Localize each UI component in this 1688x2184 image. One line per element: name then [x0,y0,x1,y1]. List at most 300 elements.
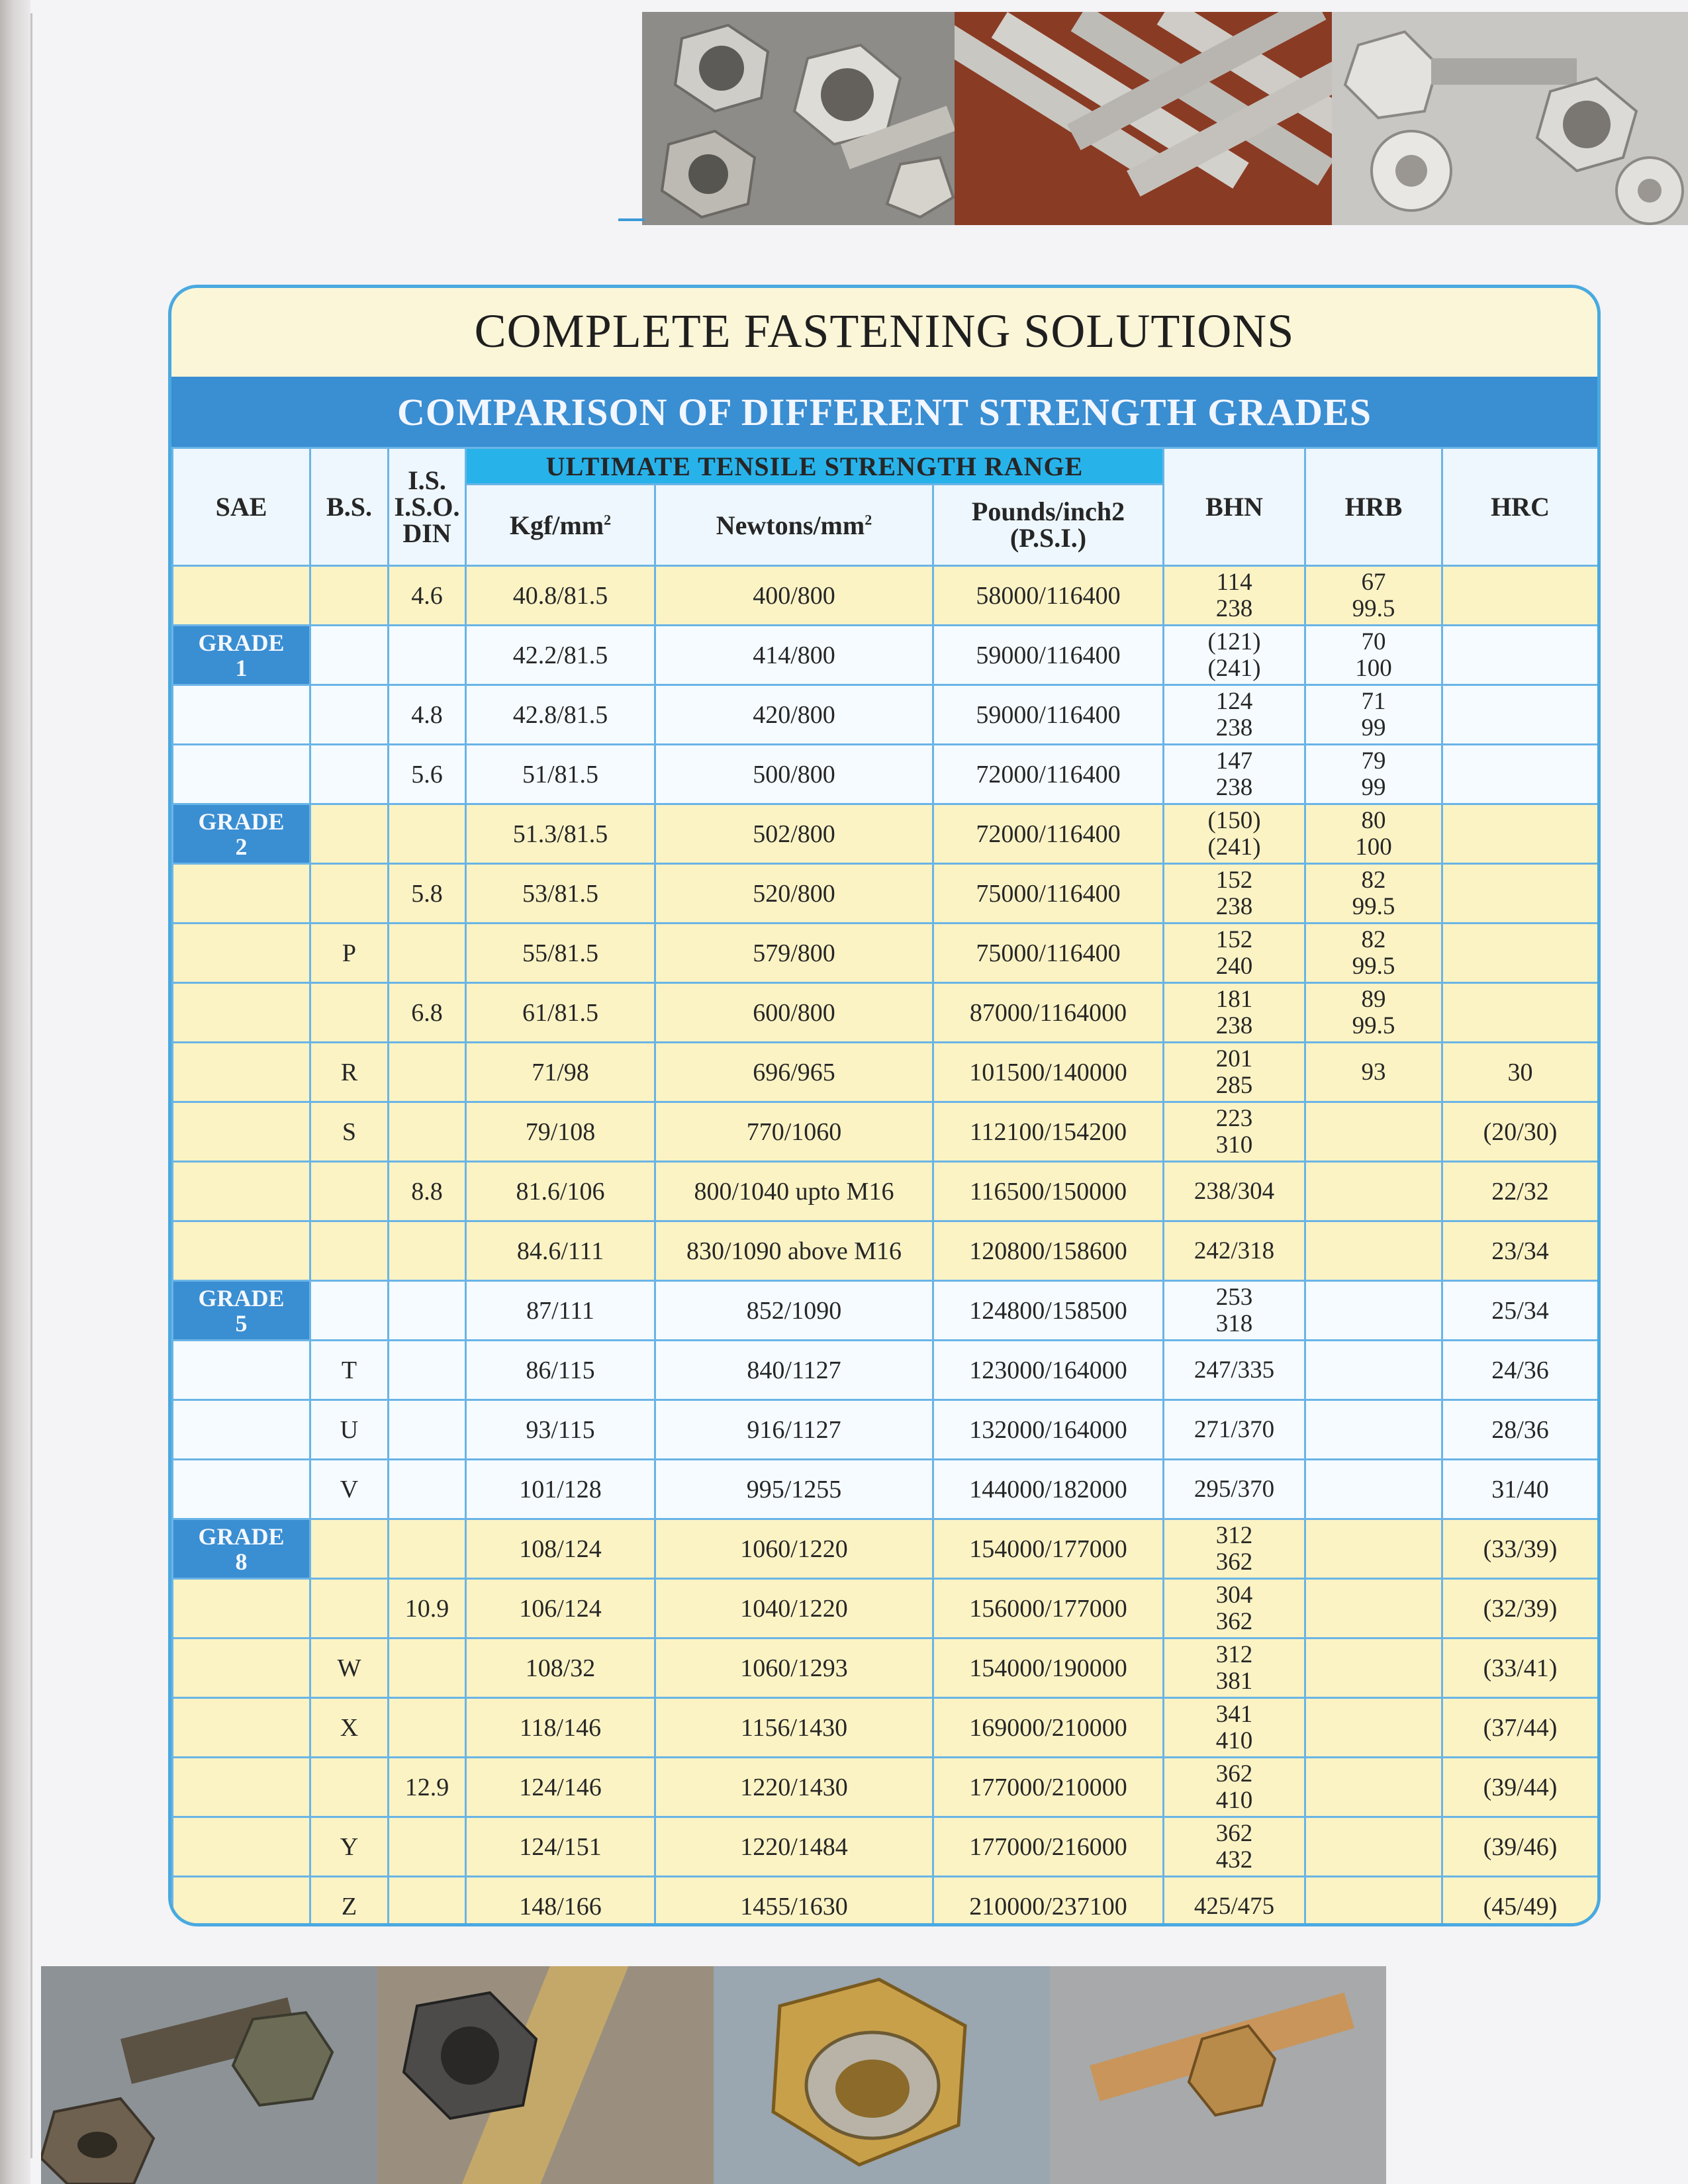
hrb-cell-value: 99 [1361,714,1386,741]
sae-grade-badge: GRADE 8 [173,1520,309,1578]
newtons-cell: 420/800 [655,685,933,745]
pounds-header [933,485,1164,566]
hrc-cell: 30 [1442,1043,1599,1102]
kgf-header [466,485,655,566]
kgf-cell: 55/81.5 [466,924,655,983]
bhn-cell-value: (241) [1207,654,1261,682]
bhn-cell-values [1164,748,1304,801]
bhn-cell-value: 362 [1215,1548,1253,1576]
table-row [173,745,1599,804]
hrb-cell-value: 89 [1361,985,1386,1013]
bhn-cell [1164,1341,1305,1400]
bhn-cell-value: 304 [1215,1581,1253,1609]
bs-cell [310,1579,389,1638]
is-iso-din-cell: 4.8 [389,685,466,745]
sae-cell [173,1638,310,1698]
table-row [173,1341,1599,1400]
hrc-header: HRC [1442,448,1599,566]
kgf-cell: 42.2/81.5 [466,626,655,685]
hrc-cell: (45/49) [1442,1877,1599,1927]
bhn-cell-value: 362 [1215,1819,1253,1847]
is-iso-din-cell: 5.6 [389,745,466,804]
table-row [173,1281,1599,1341]
hrb-cell-values [1306,808,1441,861]
table-row [173,1817,1599,1877]
din-header-line: DIN [402,518,451,548]
hrb-cell-value: 99.5 [1352,892,1395,920]
newtons-cell: 1220/1484 [655,1817,933,1877]
psi-cell: 177000/216000 [933,1817,1164,1877]
bhn-cell-value: 432 [1215,1846,1253,1874]
is-iso-din-cell [389,1817,466,1877]
bs-cell: X [310,1698,389,1758]
newtons-cell: 1060/1220 [655,1519,933,1579]
psi-cell: 59000/116400 [933,626,1164,685]
bs-cell: S [310,1102,389,1162]
bhn-cell-value: 362 [1215,1760,1253,1787]
newtons-cell: 400/800 [655,566,933,626]
bhn-cell [1164,1400,1305,1460]
hrb-cell [1305,1400,1442,1460]
psi-cell: 116500/150000 [933,1162,1164,1221]
bs-cell [310,983,389,1043]
bhn-cell-value: 247/335 [1194,1356,1275,1384]
page-binding-edge [0,0,30,2184]
hrb-cell-values [1306,748,1441,801]
table-row [173,924,1599,983]
bhn-cell-value: 242/318 [1194,1237,1275,1264]
bhn-cell-values [1164,1523,1304,1576]
bhn-cell [1164,1758,1305,1817]
bhn-cell-value: 181 [1215,985,1253,1013]
is-iso-din-cell: 5.8 [389,864,466,924]
bhn-cell [1164,1281,1305,1341]
bs-cell [310,566,389,626]
bhn-cell-values [1164,1821,1304,1874]
bhn-cell-value: 362 [1215,1607,1253,1635]
bhn-cell-value: 238 [1215,773,1253,801]
bhn-cell-values [1164,1417,1304,1443]
strength-grades-table [171,447,1599,1926]
bhn-cell-values [1164,1582,1304,1635]
hex-nut-on-bolt-photo [377,1966,714,2184]
is-iso-din-cell [389,1877,466,1927]
bhn-cell-values [1164,1046,1304,1099]
newtons-cell: 1156/1430 [655,1698,933,1758]
hrb-cell [1305,924,1442,983]
hrb-cell-values [1306,867,1441,920]
bhn-header: BHN [1164,448,1305,566]
hrb-cell [1305,1043,1442,1102]
psi-cell: 101500/140000 [933,1043,1164,1102]
is-iso-din-cell: 12.9 [389,1758,466,1817]
kgf-cell: 61/81.5 [466,983,655,1043]
hrb-cell [1305,1519,1442,1579]
table-row [173,804,1599,864]
newtons-header [655,485,933,566]
bhn-cell-values [1164,1476,1304,1503]
grade-rows [173,566,1599,1927]
hrb-cell [1305,1102,1442,1162]
bhn-cell [1164,1162,1305,1221]
binding-line [30,13,32,2158]
bhn-cell-value: 238 [1215,892,1253,920]
kgf-cell: 87/111 [466,1281,655,1341]
table-row [173,1102,1599,1162]
bhn-cell-values [1164,1284,1304,1337]
psi-cell: 87000/1164000 [933,983,1164,1043]
hrc-cell: (39/46) [1442,1817,1599,1877]
hrc-cell: (33/41) [1442,1638,1599,1698]
hrb-cell-values [1306,927,1441,980]
hrb-cell [1305,804,1442,864]
newtons-superscript: 2 [865,511,872,528]
newtons-cell: 579/800 [655,924,933,983]
bhn-cell-values [1164,1106,1304,1159]
table-row [173,1698,1599,1758]
bhn-cell [1164,1221,1305,1281]
psi-cell: 123000/164000 [933,1341,1164,1400]
hrc-cell [1442,924,1599,983]
psi-cell: 154000/177000 [933,1519,1164,1579]
hrb-cell [1305,864,1442,924]
is-iso-din-cell [389,1281,466,1341]
psi-cell: 144000/182000 [933,1460,1164,1519]
is-iso-din-header [389,448,466,566]
bs-cell: Z [310,1877,389,1927]
bhn-cell-values [1164,569,1304,622]
bs-cell [310,1162,389,1221]
bs-cell: U [310,1400,389,1460]
table-row [173,1758,1599,1817]
hrc-cell: (37/44) [1442,1698,1599,1758]
bhn-cell [1164,983,1305,1043]
hrb-cell [1305,745,1442,804]
bhn-cell-values [1164,629,1304,682]
hrc-cell [1442,864,1599,924]
table-row [173,1221,1599,1281]
bhn-cell-value: 238 [1215,714,1253,741]
hrb-cell-values [1306,1059,1441,1086]
psi-cell: 58000/116400 [933,566,1164,626]
sae-cell [173,1043,310,1102]
table-row [173,1877,1599,1927]
bhn-cell-value: 318 [1215,1309,1253,1337]
hrb-cell [1305,566,1442,626]
hrc-cell: 23/34 [1442,1221,1599,1281]
newtons-cell: 414/800 [655,626,933,685]
bhn-cell [1164,1102,1305,1162]
bhn-cell [1164,1519,1305,1579]
hrb-cell [1305,685,1442,745]
newtons-cell: 800/1040 upto M16 [655,1162,933,1221]
is-iso-din-cell [389,804,466,864]
uts-range-header: ULTIMATE TENSILE STRENGTH RANGE [466,448,1164,485]
hrb-cell [1305,1579,1442,1638]
bs-cell [310,804,389,864]
kgf-cell: 148/166 [466,1877,655,1927]
hrc-cell [1442,983,1599,1043]
kgf-cell: 84.6/111 [466,1221,655,1281]
bhn-cell-values [1164,927,1304,980]
hrb-cell-value: 82 [1361,926,1386,953]
sae-cell [173,1221,310,1281]
sae-cell [173,626,310,685]
pounds-header-line: Pounds/inch2 [971,497,1125,526]
hrc-cell [1442,804,1599,864]
is-iso-din-cell [389,1638,466,1698]
is-iso-din-cell [389,1043,466,1102]
newtons-cell: 500/800 [655,745,933,804]
bhn-cell-values [1164,1893,1304,1920]
kgf-cell: 106/124 [466,1579,655,1638]
newtons-cell: 696/965 [655,1043,933,1102]
hrb-cell-value: 67 [1361,568,1386,596]
kgf-cell: 51/81.5 [466,745,655,804]
psi-cell: 132000/164000 [933,1400,1164,1460]
sae-grade-badge: GRADE 1 [173,626,309,684]
newtons-cell: 770/1060 [655,1102,933,1162]
kgf-cell: 86/115 [466,1341,655,1400]
is-iso-din-cell [389,1102,466,1162]
kgf-cell: 42.8/81.5 [466,685,655,745]
bhn-cell-value: 285 [1215,1071,1253,1099]
hrb-cell-values [1306,569,1441,622]
is-iso-din-cell: 8.8 [389,1162,466,1221]
bhn-cell [1164,1877,1305,1927]
table-row [173,1400,1599,1460]
hrc-cell [1442,685,1599,745]
bhn-cell [1164,1638,1305,1698]
is-iso-din-cell: 10.9 [389,1579,466,1638]
bhn-cell [1164,626,1305,685]
hrb-cell [1305,1638,1442,1698]
psi-cell: 75000/116400 [933,864,1164,924]
table-row [173,1460,1599,1519]
bs-cell [310,864,389,924]
kgf-cell: 53/81.5 [466,864,655,924]
hex-nuts-photo [642,12,955,225]
hrb-cell-values [1306,688,1441,741]
bhn-cell-value: 341 [1215,1700,1253,1728]
table-row [173,1638,1599,1698]
kgf-cell: 118/146 [466,1698,655,1758]
hrb-cell-value: 99.5 [1352,1012,1395,1039]
psi-cell: 72000/116400 [933,745,1164,804]
bs-cell [310,1519,389,1579]
bhn-cell-values [1164,688,1304,741]
psi-cell: 156000/177000 [933,1579,1164,1638]
hrb-cell-value: 100 [1355,833,1392,861]
bhn-cell-value: (241) [1207,833,1261,861]
newtons-cell: 1060/1293 [655,1638,933,1698]
is-iso-din-cell: 4.6 [389,566,466,626]
table-row [173,566,1599,626]
bhn-cell-value: 310 [1215,1131,1253,1159]
bs-cell: R [310,1043,389,1102]
bhn-cell-value: 152 [1215,866,1253,894]
threaded-rods-photo [955,12,1332,225]
threaded-stud-photo [1050,1966,1386,2184]
sae-cell [173,804,310,864]
psi-cell: 112100/154200 [933,1102,1164,1162]
kgf-cell: 124/146 [466,1758,655,1817]
sae-grade-badge: GRADE 5 [173,1282,309,1339]
psi-cell: 59000/116400 [933,685,1164,745]
bhn-cell [1164,1817,1305,1877]
bhn-cell-values [1164,1701,1304,1754]
hrc-cell [1442,626,1599,685]
hrb-cell-value: 71 [1361,687,1386,715]
hrb-cell-values [1306,986,1441,1039]
is-iso-din-cell [389,1519,466,1579]
table-row [173,626,1599,685]
bs-cell [310,745,389,804]
sae-cell [173,1460,310,1519]
psi-cell: 120800/158600 [933,1221,1164,1281]
newtons-cell: 1220/1430 [655,1758,933,1817]
bhn-cell-values [1164,1642,1304,1695]
bhn-cell-value: 238 [1215,594,1253,622]
bhn-cell-value: (150) [1207,806,1261,834]
hrb-cell [1305,626,1442,685]
newtons-cell: 995/1255 [655,1460,933,1519]
bhn-cell-value: 253 [1215,1283,1253,1311]
hrb-cell [1305,983,1442,1043]
bhn-cell-values [1164,1357,1304,1384]
table-row [173,1579,1599,1638]
bhn-cell-value: 238/304 [1194,1177,1275,1205]
table-row [173,864,1599,924]
is-iso-din-cell [389,1460,466,1519]
sae-header: SAE [173,448,310,566]
table-row [173,1519,1599,1579]
bhn-cell-value: 201 [1215,1045,1253,1072]
bhn-cell [1164,1698,1305,1758]
bhn-cell-values [1164,1178,1304,1205]
is-header-line: I.S. [408,465,446,495]
hrb-cell-value: 100 [1355,654,1392,682]
bhn-cell-value: 425/475 [1194,1892,1275,1920]
bhn-cell [1164,1043,1305,1102]
table-title-band: COMPARISON OF DIFFERENT STRENGTH GRADES [171,377,1597,447]
page-title: COMPLETE FASTENING SOLUTIONS [474,304,1295,357]
sae-cell [173,685,310,745]
bs-cell [310,1221,389,1281]
kgf-cell: 81.6/106 [466,1162,655,1221]
is-iso-din-cell [389,1221,466,1281]
bhn-cell-value: 312 [1215,1640,1253,1668]
is-iso-din-cell [389,626,466,685]
bs-header: B.S. [310,448,389,566]
is-iso-din-cell: 6.8 [389,983,466,1043]
bhn-cell-value: 152 [1215,926,1253,953]
bhn-cell [1164,685,1305,745]
hrb-cell-value: 79 [1361,747,1386,775]
is-iso-din-cell [389,924,466,983]
hrb-cell [1305,1221,1442,1281]
hrb-cell-values [1306,629,1441,682]
bhn-cell-values [1164,1238,1304,1264]
bhn-cell-value: 240 [1215,952,1253,980]
psi-cell: 169000/210000 [933,1698,1164,1758]
kgf-cell: 51.3/81.5 [466,804,655,864]
sae-cell [173,1579,310,1638]
bhn-cell-value: 410 [1215,1786,1253,1814]
is-iso-din-cell [389,1400,466,1460]
sae-cell [173,566,310,626]
newtons-cell: 840/1127 [655,1341,933,1400]
newtons-cell: 830/1090 above M16 [655,1221,933,1281]
is-iso-din-cell [389,1341,466,1400]
sae-cell [173,1519,310,1579]
bhn-cell [1164,566,1305,626]
hrb-cell [1305,1341,1442,1400]
sae-cell [173,1698,310,1758]
hrb-cell [1305,1817,1442,1877]
hrb-cell-value: 80 [1361,806,1386,834]
newtons-cell: 502/800 [655,804,933,864]
sae-cell [173,1281,310,1341]
sae-cell [173,1400,310,1460]
hrc-cell: (39/44) [1442,1758,1599,1817]
bs-cell [310,626,389,685]
hrc-cell: 24/36 [1442,1341,1599,1400]
bhn-cell-value: 147 [1215,747,1253,775]
bs-cell [310,685,389,745]
hrc-cell: (32/39) [1442,1579,1599,1638]
bhn-cell [1164,864,1305,924]
kgf-cell: 124/151 [466,1817,655,1877]
bolts-washers-photo [1332,12,1688,225]
psi-cell: 210000/237100 [933,1877,1164,1927]
bhn-cell [1164,1460,1305,1519]
kgf-superscript: 2 [604,511,612,528]
iso-header-line: I.S.O. [394,491,460,522]
bhn-cell-values [1164,986,1304,1039]
kgf-cell: 108/124 [466,1519,655,1579]
bhn-cell [1164,745,1305,804]
bhn-cell [1164,924,1305,983]
hrc-cell: (20/30) [1442,1102,1599,1162]
hrb-cell-value: 70 [1361,628,1386,655]
hrc-cell: (33/39) [1442,1519,1599,1579]
bhn-cell-value: 312 [1215,1521,1253,1549]
sae-cell [173,1758,310,1817]
bs-cell: W [310,1638,389,1698]
bhn-cell-value: 223 [1215,1104,1253,1132]
bhn-cell-value: (121) [1207,628,1261,655]
hrb-cell-value: 99.5 [1352,594,1395,622]
hrb-cell-value: 99 [1361,773,1386,801]
hrc-cell [1442,745,1599,804]
bs-cell: P [310,924,389,983]
sae-cell [173,745,310,804]
psi-header-line: (P.S.I.) [1009,523,1087,553]
bhn-cell-value: 295/370 [1194,1475,1275,1503]
kgf-cell: 79/108 [466,1102,655,1162]
is-iso-din-cell [389,1698,466,1758]
hrc-cell [1442,566,1599,626]
sae-cell [173,1162,310,1221]
bhn-cell-value: 271/370 [1194,1415,1275,1443]
bs-cell: Y [310,1817,389,1877]
psi-cell: 124800/158500 [933,1281,1164,1341]
psi-cell: 72000/116400 [933,804,1164,864]
hrb-cell [1305,1698,1442,1758]
newtons-cell: 916/1127 [655,1400,933,1460]
sae-cell [173,983,310,1043]
